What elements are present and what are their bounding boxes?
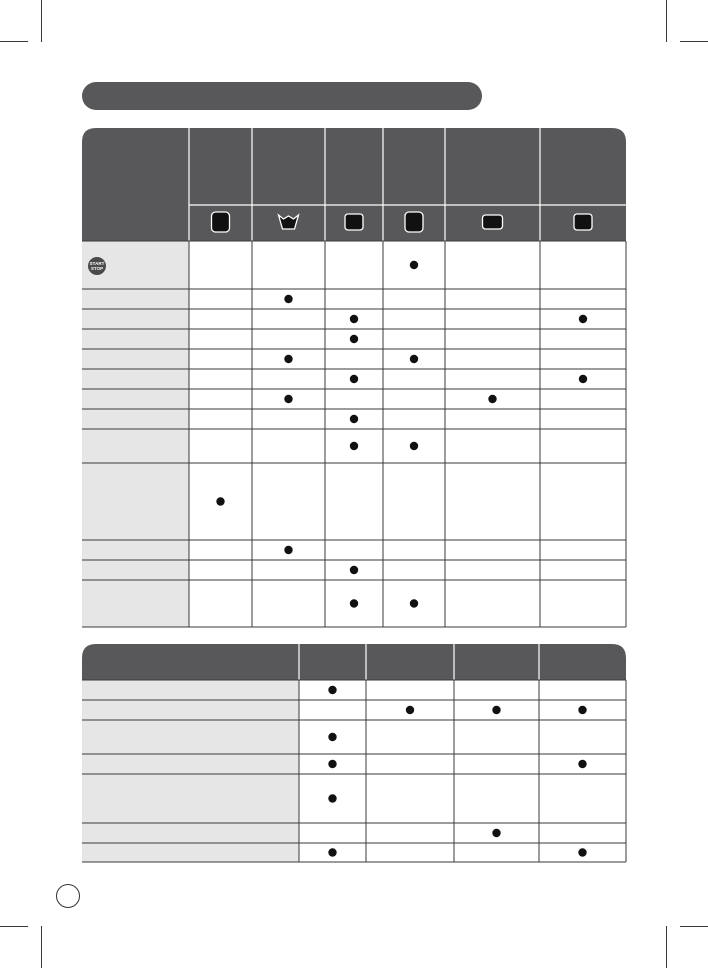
compatibility-dot xyxy=(488,395,496,403)
wide-container-icon xyxy=(483,215,503,229)
compatibility-dot xyxy=(328,686,336,694)
start-stop-icon-text: STOP xyxy=(90,266,104,271)
table2-label-column xyxy=(82,680,299,862)
table1-label-column xyxy=(82,241,189,627)
compatibility-dot xyxy=(284,395,292,403)
compatibility-dot xyxy=(410,442,418,450)
compatibility-dot xyxy=(350,335,358,343)
compatibility-dot xyxy=(578,706,586,714)
compatibility-dot xyxy=(350,566,358,574)
compatibility-dot xyxy=(410,599,418,607)
compatibility-dot xyxy=(284,295,292,303)
tall-container-icon xyxy=(405,212,423,232)
compatibility-dot xyxy=(350,375,358,383)
square-container-icon xyxy=(574,214,592,230)
page-number-circle xyxy=(56,884,80,908)
compatibility-dot xyxy=(406,706,414,714)
compatibility-dot xyxy=(328,848,336,856)
compatibility-dot xyxy=(328,794,336,802)
compatibility-dot xyxy=(350,415,358,423)
compatibility-dot xyxy=(216,497,224,505)
compatibility-dot xyxy=(350,599,358,607)
compatibility-dot xyxy=(284,355,292,363)
compatibility-dot xyxy=(492,706,500,714)
bowl-container-icon xyxy=(279,215,299,229)
compatibility-dot xyxy=(350,315,358,323)
compatibility-dot xyxy=(328,760,336,768)
compatibility-dot xyxy=(578,760,586,768)
compatibility-dot xyxy=(578,848,586,856)
square-container-icon xyxy=(345,214,363,230)
compatibility-dot xyxy=(410,261,418,269)
compatibility-dot xyxy=(410,355,418,363)
compatibility-dot xyxy=(350,442,358,450)
compatibility-dot xyxy=(284,546,292,554)
tall-container-icon xyxy=(212,212,230,232)
start-stop-icon-text: START xyxy=(89,261,105,266)
compatibility-dot xyxy=(579,315,587,323)
compatibility-dot xyxy=(328,733,336,741)
compatibility-dot xyxy=(579,375,587,383)
table2-header xyxy=(82,644,626,680)
compatibility-dot xyxy=(492,829,500,837)
